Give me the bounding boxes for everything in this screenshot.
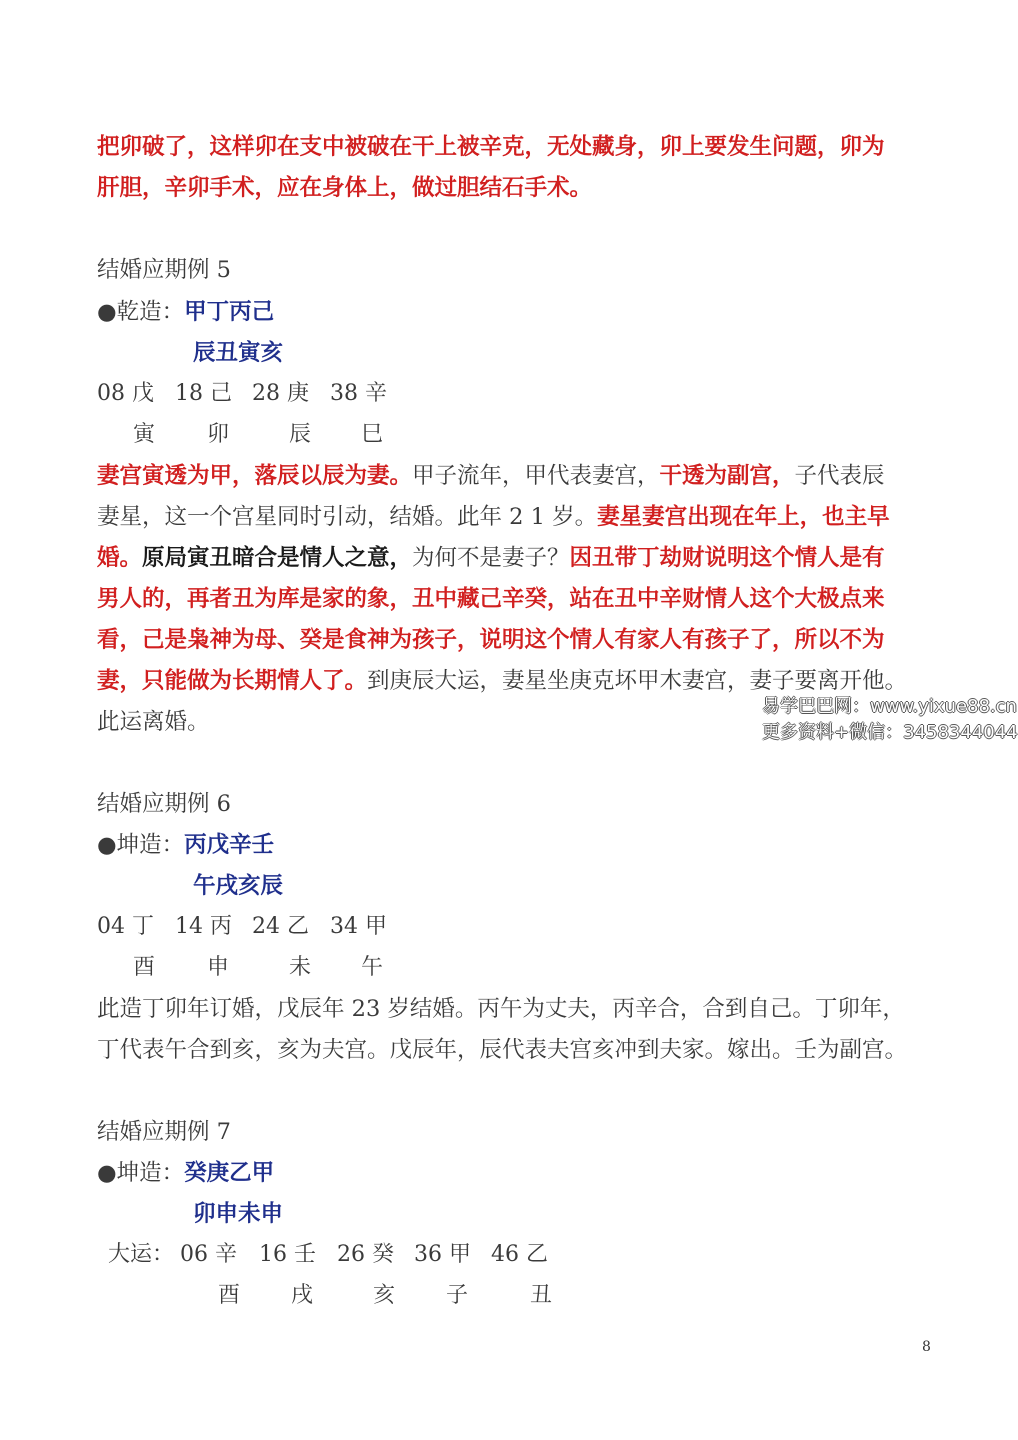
luck-age-4: 34 甲 xyxy=(330,914,387,939)
text-bold: 原局寅丑暗合是情人之意， xyxy=(142,545,413,571)
example-5-text-line-4: 男人的，再者丑为库是家的象，丑中藏己辛癸，站在丑中辛财情人这个大极点来 xyxy=(97,586,885,612)
heavenly-stems: 癸庚乙甲 xyxy=(184,1160,275,1186)
text-red: 因丑带丁劫财说明这个情人是有 xyxy=(569,545,885,571)
text-red: 妻星妻宫出现在年上，也主早 xyxy=(597,504,890,530)
luck-branch-3: 未 xyxy=(289,955,312,980)
luck-label: 大运： xyxy=(108,1242,175,1267)
luck-branch-1: 寅 xyxy=(133,422,156,447)
watermark-line-2: 更多资料+微信：3458344044 xyxy=(762,722,1018,743)
text-plain: 到庚辰大运，妻星坐庚克坏甲木妻宫，妻子要离开他。 xyxy=(367,668,908,694)
luck-age-2: 18 己 xyxy=(175,381,232,406)
heavenly-stems: 丙戊辛壬 xyxy=(184,832,275,858)
chart-label: ●坤造： xyxy=(97,832,185,858)
luck-age-1: 04 丁 xyxy=(97,914,154,939)
text-red: 婚。 xyxy=(97,545,143,571)
luck-branch-5: 丑 xyxy=(530,1283,553,1308)
example-7-heading: 结婚应期例 7 xyxy=(97,1119,231,1145)
earthly-branches: 辰丑寅亥 xyxy=(193,340,284,366)
text-plain: 甲子流年，甲代表妻宫， xyxy=(412,463,660,489)
luck-age-3: 28 庚 xyxy=(252,381,309,406)
heavenly-stems: 甲丁丙己 xyxy=(184,299,275,325)
luck-age-2: 14 丙 xyxy=(175,914,232,939)
example-5-text-line-7: 此运离婚。 xyxy=(97,709,210,735)
text-plain: 子代表辰 xyxy=(794,463,885,489)
text-red: 干透为副宫， xyxy=(659,463,795,489)
example-6-heading: 结婚应期例 6 xyxy=(97,791,231,817)
text-red: 妻宫寅透为甲，落辰以辰为妻。 xyxy=(97,463,413,489)
example-5-text-line-2 xyxy=(97,506,890,529)
example-5-heading: 结婚应期例 5 xyxy=(97,257,231,283)
example-5-text-line-1 xyxy=(97,465,885,488)
earthly-branches: 卯申未申 xyxy=(193,1201,284,1227)
luck-age-5: 46 乙 xyxy=(491,1242,548,1267)
luck-age-1: 08 戊 xyxy=(97,381,154,406)
example-5-text-line-5: 看，己是枭神为母、癸是食神为孩子，说明这个情人有家人有孩子了，所以不为 xyxy=(97,627,885,653)
intro-line-1: 把卯破了，这样卯在支中被破在干上被辛克，无处藏身，卯上要发生问题，卯为 xyxy=(97,134,885,160)
luck-age-3: 26 癸 xyxy=(337,1242,394,1267)
text-plain: 妻星，这一个宫星同时引动，结婚。此年 2 1 岁。 xyxy=(97,504,598,530)
chart-label: ●坤造： xyxy=(97,1160,185,1186)
chart-label: ●乾造： xyxy=(97,299,185,325)
luck-branch-1: 酉 xyxy=(133,955,156,980)
luck-branch-4: 巳 xyxy=(361,422,384,447)
example-5-text-line-6 xyxy=(97,670,907,693)
text-plain: 为何不是妻子？ xyxy=(412,545,570,571)
luck-age-4: 38 辛 xyxy=(330,381,387,406)
luck-branch-3: 亥 xyxy=(373,1283,396,1308)
example-7-chart-stems xyxy=(97,1162,274,1185)
luck-branch-4: 午 xyxy=(361,955,384,980)
intro-line-2: 肝胆，辛卯手术，应在身体上，做过胆结石手术。 xyxy=(97,175,593,201)
luck-branch-2: 卯 xyxy=(207,422,230,447)
luck-branch-4: 子 xyxy=(446,1283,469,1308)
example-6-text-line-2: 丁代表午合到亥，亥为夫宫。戊辰年，辰代表夫宫亥冲到夫家。嫁出。壬为副宫。 xyxy=(97,1037,908,1063)
luck-age-4: 36 甲 xyxy=(414,1242,471,1267)
example-5-chart-stems xyxy=(97,301,274,324)
watermark-line-1: 易学巴巴网：www.yixue88.cn xyxy=(762,696,1017,717)
luck-branch-3: 辰 xyxy=(289,422,312,447)
example-6-chart-stems xyxy=(97,834,274,857)
page-number: 8 xyxy=(922,1339,931,1355)
luck-age-1: 06 辛 xyxy=(180,1242,237,1267)
luck-age-2: 16 壬 xyxy=(259,1242,316,1267)
example-6-text-line-1: 此造丁卯年订婚，戊辰年 23 岁结婚。丙午为丈夫，丙辛合，合到自己。丁卯年， xyxy=(97,996,905,1022)
luck-branch-2: 申 xyxy=(207,955,230,980)
earthly-branches: 午戌亥辰 xyxy=(193,873,284,899)
luck-branch-1: 酉 xyxy=(218,1283,241,1308)
example-5-text-line-3 xyxy=(97,547,885,570)
luck-age-3: 24 乙 xyxy=(252,914,309,939)
luck-branch-2: 戌 xyxy=(291,1283,314,1308)
text-red: 妻，只能做为长期情人了。 xyxy=(97,668,368,694)
